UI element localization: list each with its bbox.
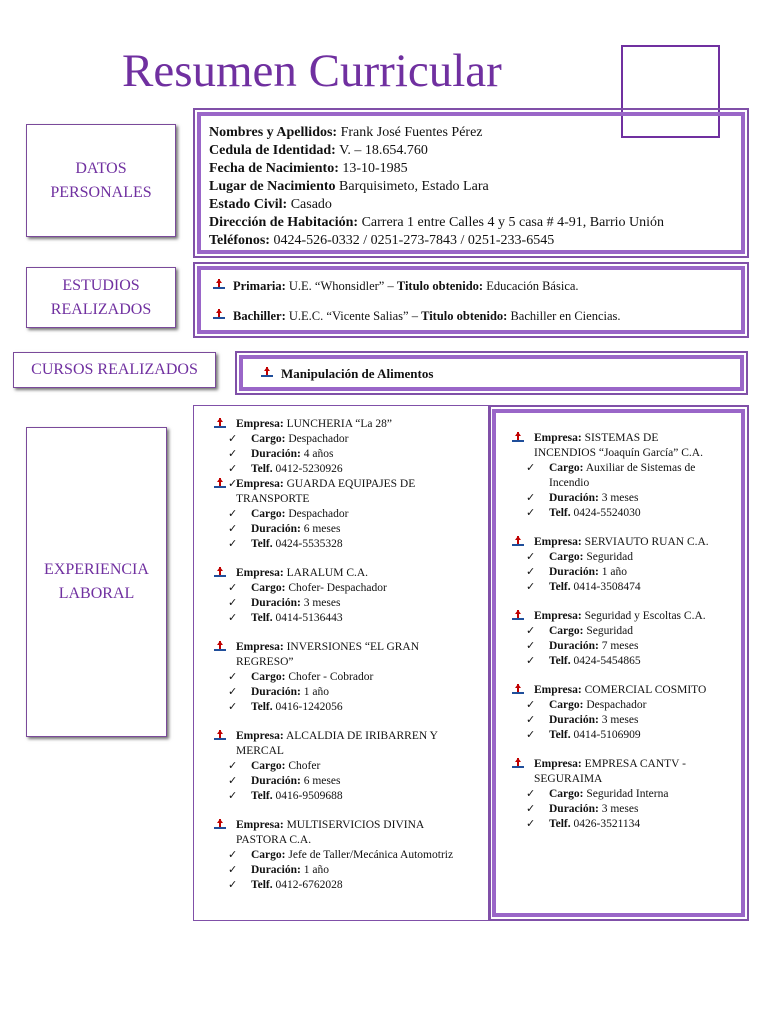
job-role-value: Chofer bbox=[288, 760, 321, 772]
job-phone-value: 0424-5454865 bbox=[573, 655, 641, 667]
label-experience-line-1: EXPERIENCIA bbox=[44, 561, 149, 578]
job-duration bbox=[214, 447, 490, 462]
job-role bbox=[214, 670, 490, 685]
job-role-value: Auxiliar de Sistemas de bbox=[585, 462, 696, 474]
check-icon: ✓ bbox=[526, 655, 536, 667]
company-name-continued: INCENDIOS “Joaquín García” C.A. bbox=[534, 447, 703, 459]
job-entry bbox=[214, 477, 490, 552]
job-phone bbox=[512, 728, 741, 743]
arrow-bullet-icon bbox=[214, 567, 226, 579]
check-icon: ✓ bbox=[228, 538, 238, 550]
job-duration-value: 1 año bbox=[303, 686, 329, 698]
job-entry bbox=[512, 683, 741, 743]
company-name: COMERCIAL COSMITO bbox=[584, 684, 707, 696]
label-experience-line-2: LABORAL bbox=[58, 585, 135, 602]
check-icon: ✓ bbox=[228, 523, 238, 535]
field-label: Lugar de Nacimiento bbox=[209, 179, 336, 194]
study-item bbox=[213, 278, 741, 294]
job-phone-label: Telf. bbox=[549, 507, 571, 519]
job-role-value: Despachador bbox=[586, 699, 647, 711]
course-name: Manipulación de Alimentos bbox=[281, 366, 434, 381]
job-duration bbox=[512, 491, 741, 506]
job-role-value: Chofer - Cobrador bbox=[288, 671, 374, 683]
job-role-value: Seguridad bbox=[586, 625, 634, 637]
check-icon: ✓ bbox=[526, 803, 536, 815]
study-level: Bachiller: bbox=[233, 309, 286, 323]
job-phone-label: Telf. bbox=[251, 790, 273, 802]
job-phone-label: Telf. bbox=[251, 463, 273, 475]
job-role bbox=[512, 698, 741, 713]
job-role-label: Cargo: bbox=[251, 760, 286, 772]
label-courses-text: CURSOS REALIZADOS bbox=[31, 361, 198, 378]
job-duration-value: 3 meses bbox=[601, 803, 639, 815]
courses-list bbox=[261, 366, 740, 382]
personal-data-frame bbox=[193, 108, 749, 258]
job-duration-value: 1 año bbox=[601, 566, 627, 578]
company-name: EMPRESA CANTV - bbox=[584, 758, 686, 770]
job-entry bbox=[512, 431, 741, 521]
job-duration-value: 6 meses bbox=[303, 523, 341, 535]
job-role-value: Seguridad bbox=[586, 551, 634, 563]
job-phone-label: Telf. bbox=[549, 655, 571, 667]
job-company bbox=[214, 417, 490, 432]
job-phone-label: Telf. bbox=[549, 729, 571, 741]
check-icon: ✓ bbox=[526, 788, 536, 800]
job-duration-label: Duración: bbox=[549, 640, 599, 652]
job-role bbox=[512, 550, 741, 565]
check-icon: ✓ bbox=[526, 699, 536, 711]
job-duration-label: Duración: bbox=[251, 523, 301, 535]
studies-list bbox=[213, 278, 741, 324]
job-phone-value: 0414-5106909 bbox=[573, 729, 641, 741]
study-title: Educación Básica. bbox=[486, 279, 579, 293]
job-duration-value: 7 meses bbox=[601, 640, 639, 652]
studies-frame bbox=[193, 262, 749, 338]
job-entry bbox=[512, 609, 741, 669]
job-phone-label: Telf. bbox=[251, 701, 273, 713]
check-icon: ✓ bbox=[228, 879, 238, 891]
job-phone bbox=[512, 817, 741, 832]
label-studies-line-1: ESTUDIOS bbox=[62, 276, 140, 294]
course-item bbox=[261, 366, 740, 382]
job-company bbox=[512, 683, 741, 698]
job-phone bbox=[512, 506, 741, 521]
job-phone-label: Telf. bbox=[251, 879, 273, 891]
company-label: Empresa: bbox=[236, 567, 284, 579]
job-duration-label: Duración: bbox=[549, 714, 599, 726]
label-experience bbox=[26, 427, 167, 737]
field-label: Dirección de Habitación: bbox=[209, 215, 359, 230]
study-title: Bachiller en Ciencias. bbox=[510, 309, 621, 323]
job-phone-label: Telf. bbox=[549, 581, 571, 593]
arrow-bullet-icon bbox=[213, 309, 225, 321]
job-role-value: Despachador bbox=[288, 508, 349, 520]
job-phone bbox=[512, 654, 741, 669]
study-school: U.E.C. “Vicente Salias” – bbox=[288, 309, 418, 323]
company-name-continued: MERCAL bbox=[236, 745, 284, 757]
check-icon: ✓ bbox=[228, 582, 238, 594]
company-name: LARALUM C.A. bbox=[286, 567, 369, 579]
company-name: SERVIAUTO RUAN C.A. bbox=[584, 536, 709, 548]
job-role-value: Chofer- Despachador bbox=[288, 582, 387, 594]
job-duration-label: Duración: bbox=[251, 686, 301, 698]
arrow-bullet-icon bbox=[214, 730, 226, 742]
personal-field bbox=[209, 196, 741, 214]
job-duration-label: Duración: bbox=[251, 597, 301, 609]
field-value: V. – 18.654.760 bbox=[339, 143, 428, 158]
job-role bbox=[214, 507, 490, 522]
field-value: 0424-526-0332 / 0251-273-7843 / 0251-233-6545 bbox=[273, 233, 555, 248]
company-name: SISTEMAS DE bbox=[584, 432, 659, 444]
field-value: Barquisimeto, Estado Lara bbox=[339, 179, 489, 194]
job-role-label: Cargo: bbox=[251, 849, 286, 861]
job-company bbox=[512, 535, 741, 550]
field-value: Carrera 1 entre Calles 4 y 5 casa # 4-91, Barrio Unión bbox=[361, 215, 665, 230]
check-icon: ✓ bbox=[228, 671, 238, 683]
field-label: Estado Civil: bbox=[209, 197, 288, 212]
job-phone-value: 0414-5136443 bbox=[275, 612, 343, 624]
job-phone-label: Telf. bbox=[251, 612, 273, 624]
job-duration bbox=[512, 639, 741, 654]
job-entry bbox=[214, 640, 490, 715]
job-phone-label: Telf. bbox=[549, 818, 571, 830]
company-label: Empresa: bbox=[534, 432, 582, 444]
job-duration bbox=[214, 863, 490, 878]
job-phone-value: 0424-5524030 bbox=[573, 507, 641, 519]
company-name: Seguridad y Escoltas C.A. bbox=[584, 610, 706, 622]
job-duration bbox=[214, 685, 490, 700]
job-phone-value: 0412-6762028 bbox=[275, 879, 343, 891]
personal-field bbox=[209, 142, 741, 160]
job-phone bbox=[214, 789, 490, 804]
job-entry bbox=[214, 818, 490, 893]
check-icon: ✓ bbox=[526, 462, 536, 474]
job-role-label: Cargo: bbox=[251, 671, 286, 683]
personal-field bbox=[209, 214, 741, 232]
job-duration bbox=[512, 565, 741, 580]
label-personal-line-2: PERSONALES bbox=[50, 183, 152, 201]
label-personal-data bbox=[26, 124, 176, 237]
job-role-label: Cargo: bbox=[549, 625, 584, 637]
check-icon: ✓ bbox=[228, 612, 238, 624]
job-entry bbox=[214, 729, 490, 804]
job-company bbox=[512, 757, 741, 772]
check-icon: ✓ bbox=[228, 508, 238, 520]
study-title-label: Titulo obtenido: bbox=[396, 279, 484, 293]
job-duration-label: Duración: bbox=[549, 566, 599, 578]
job-phone bbox=[214, 462, 490, 477]
job-duration-value: 1 año bbox=[303, 864, 329, 876]
field-value: Casado bbox=[290, 197, 332, 212]
check-icon: ✓ bbox=[526, 507, 536, 519]
personal-field bbox=[209, 160, 741, 178]
company-label: Empresa: bbox=[534, 536, 582, 548]
job-duration bbox=[512, 802, 741, 817]
job-role-continued: Incendio bbox=[549, 477, 590, 489]
personal-field bbox=[209, 124, 741, 142]
check-icon: ✓ bbox=[228, 775, 238, 787]
job-role-label: Cargo: bbox=[251, 433, 286, 445]
check-icon: ✓ bbox=[526, 492, 536, 504]
job-entry bbox=[214, 566, 490, 626]
company-label: Empresa: bbox=[534, 684, 582, 696]
check-icon: ✓ bbox=[526, 566, 536, 578]
field-label: Cedula de Identidad: bbox=[209, 143, 336, 158]
job-company bbox=[214, 640, 490, 655]
arrow-bullet-icon bbox=[512, 758, 524, 770]
check-icon: ✓ bbox=[228, 433, 238, 445]
check-icon: ✓ bbox=[526, 625, 536, 637]
check-icon: ✓ bbox=[228, 849, 238, 861]
field-label: Teléfonos: bbox=[209, 233, 270, 248]
job-duration bbox=[214, 774, 490, 789]
job-duration-value: 3 meses bbox=[303, 597, 341, 609]
company-name-continued: REGRESO” bbox=[236, 656, 294, 668]
job-duration bbox=[512, 713, 741, 728]
job-role-label: Cargo: bbox=[549, 462, 584, 474]
check-icon: ✓ bbox=[526, 729, 536, 741]
job-duration-value: 6 meses bbox=[303, 775, 341, 787]
job-phone bbox=[214, 611, 490, 626]
job-role bbox=[214, 759, 490, 774]
label-studies-line-2: REALIZADOS bbox=[50, 300, 152, 318]
job-company bbox=[214, 818, 490, 833]
label-courses bbox=[13, 352, 216, 388]
company-name: MULTISERVICIOS DIVINA bbox=[286, 819, 425, 831]
arrow-bullet-icon bbox=[214, 418, 226, 430]
study-school: U.E. “Whonsidler” – bbox=[288, 279, 394, 293]
job-role bbox=[214, 432, 490, 447]
job-role-label: Cargo: bbox=[549, 788, 584, 800]
job-phone-label: Telf. bbox=[251, 538, 273, 550]
job-role-label: Cargo: bbox=[549, 699, 584, 711]
check-icon: ✓ bbox=[228, 463, 238, 475]
job-duration-label: Duración: bbox=[251, 864, 301, 876]
job-entry bbox=[512, 757, 741, 832]
job-phone bbox=[512, 580, 741, 595]
check-icon: ✓ bbox=[526, 551, 536, 563]
job-role bbox=[512, 624, 741, 639]
arrow-bullet-icon bbox=[512, 684, 524, 696]
job-entry bbox=[512, 535, 741, 595]
company-label: Empresa: bbox=[236, 418, 284, 430]
check-icon: ✓ bbox=[228, 701, 238, 713]
company-name-continued: SEGURAIMA bbox=[534, 773, 603, 785]
experience-right-frame bbox=[488, 405, 749, 921]
job-duration-value: 3 meses bbox=[601, 714, 639, 726]
arrow-bullet-icon bbox=[512, 536, 524, 548]
job-company bbox=[214, 566, 490, 581]
label-studies bbox=[26, 267, 176, 328]
job-phone-value: 0424-5535328 bbox=[275, 538, 343, 550]
courses-frame bbox=[235, 351, 748, 395]
job-role-label: Cargo: bbox=[251, 508, 286, 520]
company-name-continued: PASTORA C.A. bbox=[236, 834, 312, 846]
job-duration bbox=[214, 522, 490, 537]
field-value: Frank José Fuentes Pérez bbox=[340, 125, 483, 140]
personal-data-list bbox=[209, 124, 741, 250]
personal-field bbox=[209, 178, 741, 196]
company-name: INVERSIONES “EL GRAN bbox=[286, 641, 420, 653]
job-role-value: Seguridad Interna bbox=[586, 788, 669, 800]
job-duration-value: 4 años bbox=[303, 448, 334, 460]
check-icon: ✓ bbox=[228, 760, 238, 772]
arrow-bullet-icon bbox=[214, 641, 226, 653]
job-role bbox=[214, 581, 490, 596]
check-icon: ✓ bbox=[228, 686, 238, 698]
field-value: 13-10-1985 bbox=[342, 161, 408, 176]
job-role-label: Cargo: bbox=[549, 551, 584, 563]
arrow-bullet-icon bbox=[261, 367, 273, 379]
job-role-value: Jefe de Taller/Mecánica Automotriz bbox=[288, 849, 454, 861]
arrow-bullet-icon bbox=[512, 432, 524, 444]
page-title: Resumen Curricular bbox=[122, 45, 502, 97]
job-phone-value: 0416-9509688 bbox=[275, 790, 343, 802]
job-company bbox=[512, 609, 741, 624]
job-duration-label: Duración: bbox=[549, 803, 599, 815]
company-name: ALCALDIA DE IRIBARREN Y bbox=[285, 730, 438, 742]
study-title-label: Titulo obtenido: bbox=[421, 309, 508, 323]
job-duration-label: Duración: bbox=[251, 775, 301, 787]
job-phone bbox=[214, 700, 490, 715]
check-icon: ✓ bbox=[228, 448, 238, 460]
company-label: Empresa: bbox=[236, 478, 284, 490]
check-icon: ✓ bbox=[228, 478, 238, 490]
arrow-bullet-icon bbox=[213, 279, 225, 291]
arrow-bullet-icon bbox=[214, 819, 226, 831]
job-duration-value: 3 meses bbox=[601, 492, 639, 504]
job-phone-value: 0426-3521134 bbox=[573, 818, 641, 830]
company-label: Empresa: bbox=[534, 758, 582, 770]
check-icon: ✓ bbox=[526, 581, 536, 593]
personal-field bbox=[209, 232, 741, 250]
job-phone bbox=[214, 537, 490, 552]
field-label: Nombres y Apellidos: bbox=[209, 125, 338, 140]
check-icon: ✓ bbox=[228, 864, 238, 876]
company-label: Empresa: bbox=[236, 730, 284, 742]
job-duration-label: Duración: bbox=[251, 448, 301, 460]
company-label: Empresa: bbox=[236, 819, 284, 831]
label-personal-line-1: DATOS bbox=[75, 159, 127, 177]
job-duration bbox=[214, 596, 490, 611]
job-phone-value: 0414-3508474 bbox=[573, 581, 641, 593]
study-item bbox=[213, 308, 741, 324]
job-role bbox=[214, 848, 490, 863]
job-phone-value: 0412-5230926 bbox=[275, 463, 343, 475]
job-company bbox=[214, 477, 490, 492]
check-icon: ✓ bbox=[228, 597, 238, 609]
jobs-left-list bbox=[194, 406, 490, 893]
job-company bbox=[214, 729, 490, 744]
check-icon: ✓ bbox=[526, 818, 536, 830]
field-label: Fecha de Nacimiento: bbox=[209, 161, 339, 176]
job-phone bbox=[214, 878, 490, 893]
jobs-right-list bbox=[512, 431, 741, 832]
check-icon: ✓ bbox=[228, 790, 238, 802]
job-duration-label: Duración: bbox=[549, 492, 599, 504]
check-icon: ✓ bbox=[526, 714, 536, 726]
company-label: Empresa: bbox=[236, 641, 284, 653]
job-role bbox=[512, 787, 741, 802]
experience-left-frame bbox=[193, 405, 491, 921]
study-level: Primaria: bbox=[233, 279, 286, 293]
job-role-value: Despachador bbox=[288, 433, 349, 445]
company-label: Empresa: bbox=[534, 610, 582, 622]
job-company bbox=[512, 431, 741, 446]
job-role-label: Cargo: bbox=[251, 582, 286, 594]
arrow-bullet-icon bbox=[512, 610, 524, 622]
job-phone-value: 0416-1242056 bbox=[275, 701, 343, 713]
company-name: GUARDA EQUIPAJES DE bbox=[286, 478, 416, 490]
check-icon: ✓ bbox=[526, 640, 536, 652]
job-role bbox=[512, 461, 741, 476]
arrow-bullet-icon bbox=[214, 478, 226, 490]
company-name: LUNCHERIA “La 28” bbox=[286, 418, 392, 430]
company-name-continued: TRANSPORTE bbox=[236, 493, 310, 505]
